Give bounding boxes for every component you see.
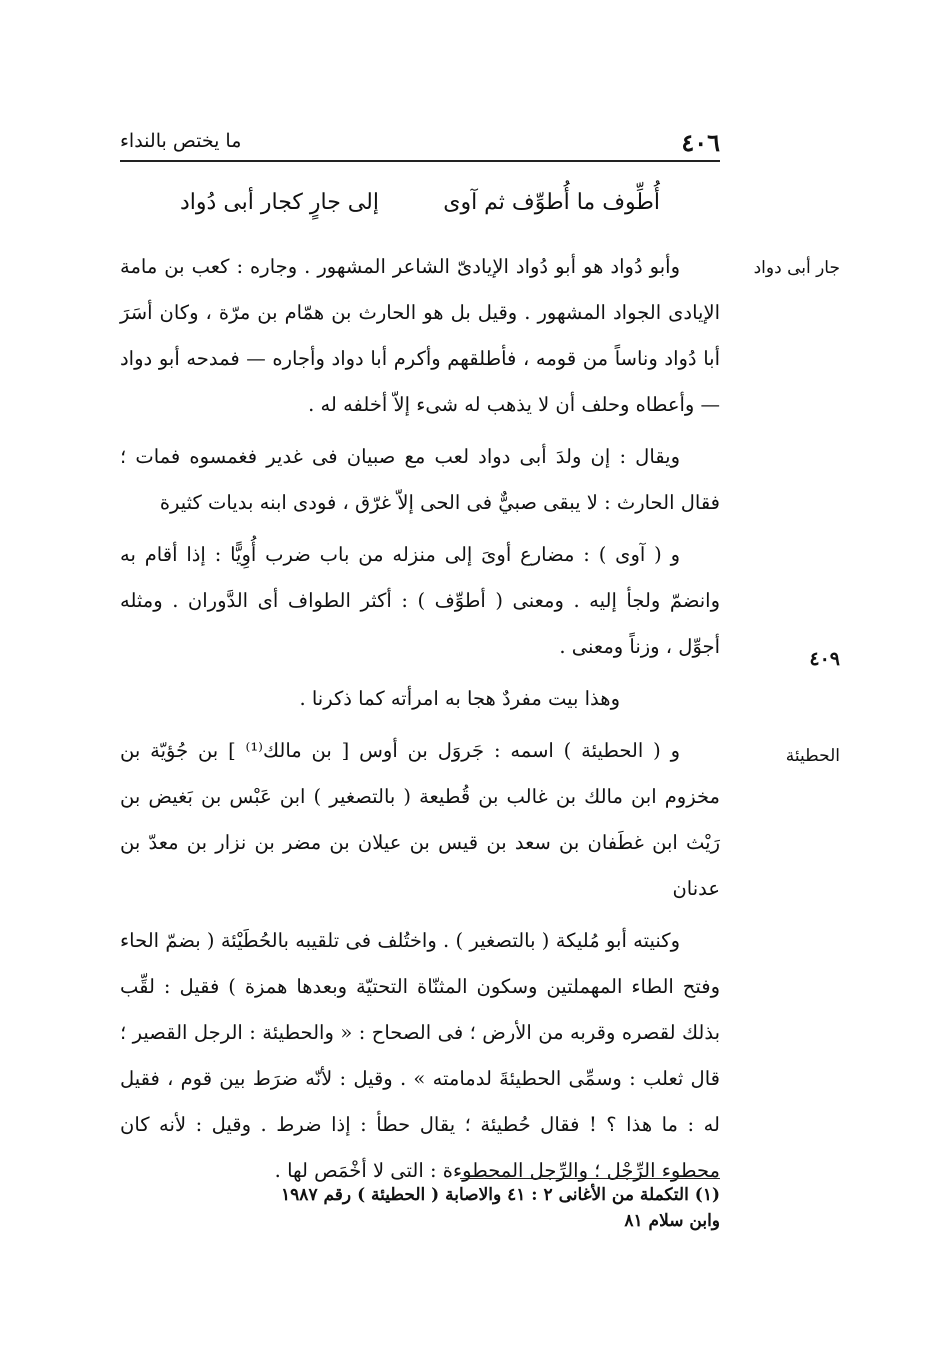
footnote	[110, 1182, 720, 1234]
footnote-rule	[460, 1178, 720, 1179]
margin-note-reference-number: ٤٠٩	[809, 648, 840, 670]
footnote-line-2: وابن سلام ٨١	[624, 1211, 720, 1231]
header-rule	[120, 160, 720, 162]
running-title: ما يختص بالنداء	[120, 130, 242, 152]
page-number: ٤٠٦	[681, 128, 720, 157]
verse-hemistich-second: إلى جارٍ كجار أبى دُواد	[180, 190, 379, 215]
page-header	[120, 128, 720, 162]
paragraph-abu-duwad: وأبو دُواد هو أبو دُواد الإيادىّ الشاعر المشهور . وجاره : كعب بن مامة الإيادى الجواد المشهور . وقيل بل هو الحارث بن همّام بن مرّة ، وكان أسَرَ أبا دُواد وناساً من قومه ، فأطلقهم وأكرم أبا دواد وأجاره — فمدحه أبو دواد — وأعطاه وحلف أن لا يذهب له شىء إلاّ أخلفه له .	[120, 255, 720, 416]
paragraph-hutayah-nickname: وكنيته أبو مُليكة ( بالتصغير ) . واختُلف فى تلقيبه بالحُطَيْئة ( بضمّ الحاء وفتح الطاء المهملتين وسكون المثنّاة التحتيّة وبعدها همزة ) فقيل : لقِّب بذلك لقصره وقربه من الأرض ؛ فى الصحاح : « والحطيئة : الرجل القصير ؛ قال ثعلب : وسمِّى الحطيئةَ لدمامته » . وقيل : لأنّه ضرَط بين قوم ، فقيل له : ما هذا ؟ ! فقال حُطيئة ؛ يقال حطأ : إذا ضرط . وقيل : لأنه كان محطوء الرِّجْل ؛ والرِّجل المحطوءة : التى لا أخْمَص لها .	[120, 929, 720, 1182]
body-text	[120, 244, 720, 1200]
paragraph-hutayah-name: و ( الحطيئة ) اسمه : جَروَل بن أوس [ بن مالك⁽¹⁾ ] بن جُؤيّة بن مخزوم ابن مالك بن غالب بن قُطيعة ( بالتصغير ) ابن عَبْس بن بَغيض بن رَيْث ابن غطَفان بن سعد بن قيس بن عيلان بن مضر بن نزار بن معدّ بن عدنان	[120, 739, 720, 900]
margin-note-hutayah: الحطيئة	[785, 746, 840, 766]
paragraph-single-verse: وهذا بيت مفردٌ هجا به امرأته كما ذكرنا .	[299, 687, 620, 710]
paragraph-word-meaning: و ( آوى ) : مضارع أوىَ إلى منزله من باب ضرب أُوِيًّا : إذا أقام به وانضمّ ولجأ إليه . ومعنى ( أطوِّف ) : أكثر الطواف أى الدَّوران . ومثله أجوِّل ، وزناً ومعنى .	[120, 543, 720, 658]
verse-hemistich-first: أُطِّوف ما أُطوِّف ثم آوى	[443, 190, 660, 215]
verse-line	[180, 190, 660, 230]
footnote-line-1: (١) التكملة من الأغانى ٢ : ٤١ والاصابة ( الحطيئة ) رقم ١٩٨٧	[281, 1185, 720, 1205]
margin-note-jar-abi-duwad: جار أبى دواد	[753, 258, 840, 278]
paragraph-son-story: ويقال : إن ولدَ أبى دواد لعب مع صبيان فى غدير فغمسوه فمات ؛ فقال الحارث : لا يبقى صبيٌّ فى الحى إلاّ غرّق ، فودى ابنه بديات كثيرة	[120, 445, 720, 514]
